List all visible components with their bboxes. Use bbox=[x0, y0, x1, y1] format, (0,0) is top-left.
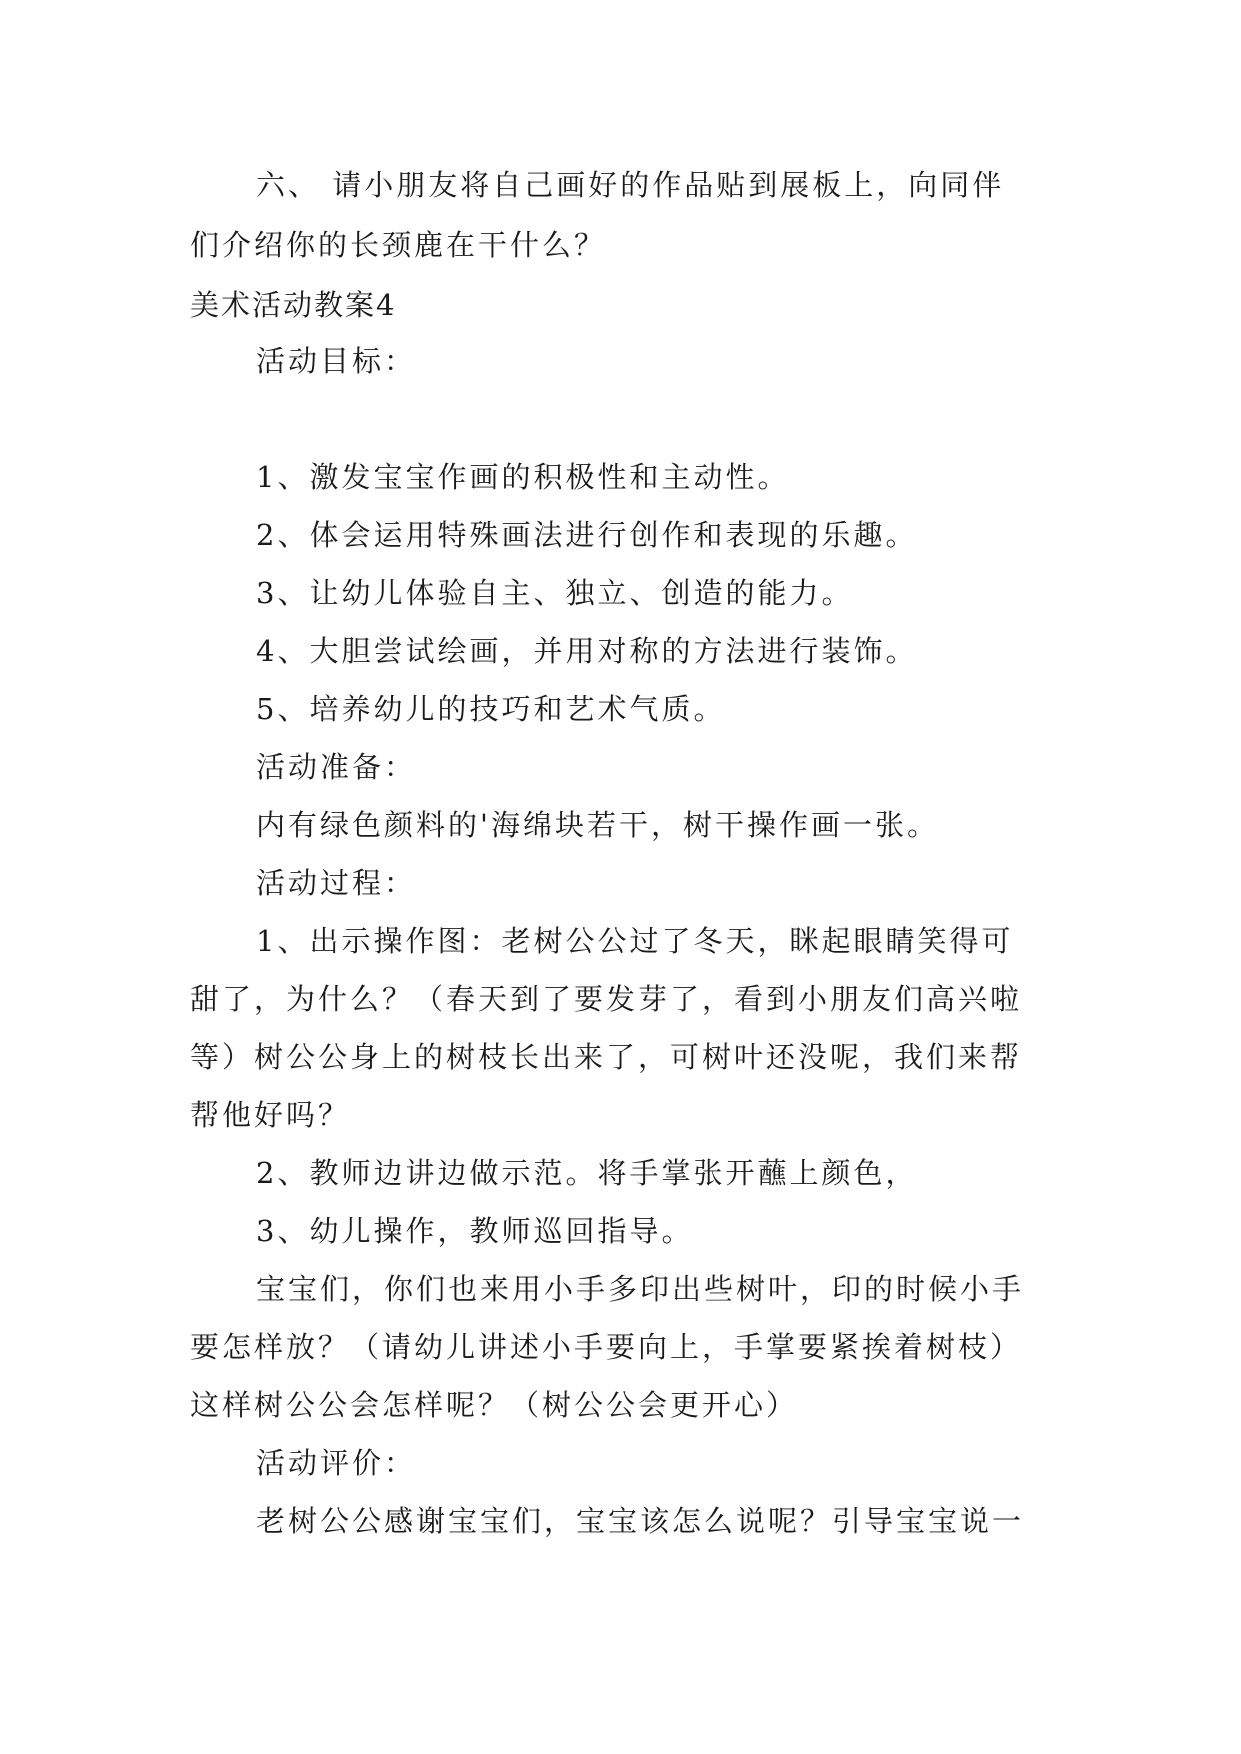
list-item: 2、体会运用特殊画法进行创作和表现的乐趣。 bbox=[256, 518, 918, 552]
section-title: 美术活动教案4 bbox=[190, 288, 397, 322]
section-heading: 活动过程： bbox=[256, 866, 417, 900]
paragraph-line: 帮他好吗？ bbox=[190, 1098, 351, 1132]
paragraph-line: 1、出示操作图：老树公公过了冬天，眯起眼睛笑得可 bbox=[256, 924, 1014, 958]
section-heading: 活动准备： bbox=[256, 750, 417, 784]
paragraph-line: 要怎样放？（请幼儿讲述小手要向上，手掌要紧挨着树枝） bbox=[190, 1330, 1023, 1364]
paragraph-line: 2、教师边讲边做示范。将手掌张开蘸上颜色， bbox=[256, 1156, 918, 1190]
list-item: 3、让幼儿体验自主、独立、创造的能力。 bbox=[256, 576, 854, 610]
section-heading: 活动评价： bbox=[256, 1446, 417, 1480]
paragraph-line: 等）树公公身上的树枝长出来了，可树叶还没呢，我们来帮 bbox=[190, 1040, 1023, 1074]
paragraph-line: 3、幼儿操作，教师巡回指导。 bbox=[256, 1214, 694, 1248]
paragraph-line: 六、 请小朋友将自己画好的作品贴到展板上，向同伴 bbox=[256, 168, 1005, 202]
paragraph-line: 甜了，为什么？（春天到了要发芽了，看到小朋友们高兴啦 bbox=[190, 982, 1023, 1016]
paragraph-line: 老树公公感谢宝宝们，宝宝该怎么说呢？引导宝宝说一 bbox=[256, 1504, 1025, 1538]
list-item: 5、培养幼儿的技巧和艺术气质。 bbox=[256, 692, 726, 726]
paragraph-line: 这样树公公会怎样呢？（树公公会更开心） bbox=[190, 1388, 799, 1422]
list-item: 4、大胆尝试绘画，并用对称的方法进行装饰。 bbox=[256, 634, 918, 668]
paragraph-line: 宝宝们，你们也来用小手多印出些树叶，印的时候小手 bbox=[256, 1272, 1025, 1306]
paragraph-line: 们介绍你的长颈鹿在干什么？ bbox=[190, 228, 607, 262]
section-heading: 活动目标： bbox=[256, 344, 417, 378]
paragraph-line: 内有绿色颜料的'海绵块若干，树干操作画一张。 bbox=[256, 808, 939, 842]
list-item: 1、激发宝宝作画的积极性和主动性。 bbox=[256, 460, 790, 494]
